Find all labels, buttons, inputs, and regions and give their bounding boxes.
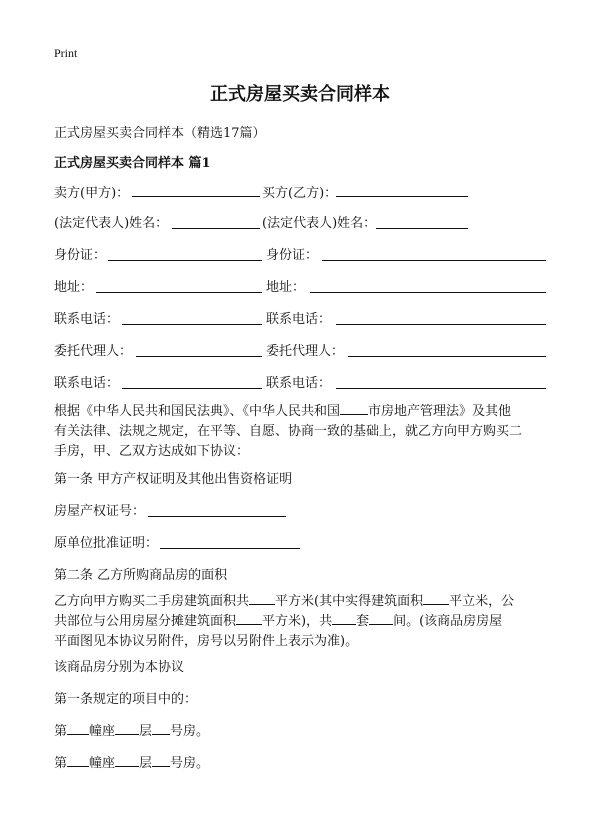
id-a-label: 身份证： <box>54 248 107 263</box>
floor-blank-2[interactable] <box>115 754 139 767</box>
preamble-line3: 手房，甲、乙双方达成如下协议： <box>54 444 250 459</box>
legal-rep-b-label: (法定代表人)姓名： <box>262 216 377 231</box>
phone2-b-field[interactable] <box>336 388 546 389</box>
room-blank-1[interactable] <box>152 722 170 735</box>
approval-label: 原单位批准证明： <box>54 536 159 551</box>
approval-field[interactable] <box>160 548 300 549</box>
buyer-field[interactable] <box>336 196 468 197</box>
floorplan-text: 平面图见本协议另附件，房号以另附件上表示为准)。 <box>54 634 359 649</box>
area-text-3: 平立米，公 <box>449 594 515 609</box>
document-title: 正式房屋买卖合同样本 <box>210 84 390 105</box>
rooms-blank[interactable] <box>369 612 393 625</box>
shared-area-blank[interactable] <box>236 612 262 625</box>
id-b-field[interactable] <box>322 260 546 261</box>
share-text-4: 间。(该商品房房屋 <box>393 614 503 629</box>
legal-rep-a-label: (法定代表人)姓名： <box>54 216 169 231</box>
addr-b-label: 地址： <box>266 280 306 295</box>
share-text-1: 共部位与公用房屋分摊建筑面积 <box>54 614 237 629</box>
area-text-1: 乙方向甲方购买二手房建筑面积共 <box>54 594 250 609</box>
seller-label: 卖方(甲方)： <box>54 186 130 201</box>
addr-b-field[interactable] <box>310 292 546 293</box>
room-blank-2[interactable] <box>152 754 170 767</box>
article1-heading: 第一条 甲方产权证明及其他出售资格证明 <box>54 472 293 487</box>
total-area-blank[interactable] <box>249 592 275 605</box>
preamble-line1b: 市房地产管理法》及其他 <box>368 404 512 419</box>
cert-label: 房屋产权证号： <box>54 504 146 519</box>
seller-field[interactable] <box>132 196 260 197</box>
building-blank-2[interactable] <box>67 754 89 767</box>
id-b-label: 身份证： <box>266 248 319 263</box>
document-subtitle: 正式房屋买卖合同样本（精选17篇） <box>54 126 266 141</box>
agent-a-label: 委托代理人： <box>54 344 133 359</box>
id-a-field[interactable] <box>108 260 262 261</box>
phone-b-field[interactable] <box>336 324 546 325</box>
agent-b-label: 委托代理人： <box>266 344 345 359</box>
actual-area-blank[interactable] <box>423 592 449 605</box>
phone-a-label: 联系电话： <box>54 312 120 327</box>
legal-rep-a-field[interactable] <box>172 228 260 229</box>
article2-paragraph <box>54 592 548 652</box>
unit-line-1: 第 幢座 层 号房。 <box>54 724 210 739</box>
agent-b-field[interactable] <box>348 356 546 357</box>
cert-field[interactable] <box>148 516 286 517</box>
city-blank[interactable] <box>340 402 368 415</box>
unit-line-2: 第 幢座 层 号房。 <box>54 756 210 771</box>
preamble-paragraph <box>54 402 548 462</box>
items-intro: 第一条规定的项目中的： <box>54 692 198 707</box>
share-text-2: 平方米)，共 <box>262 614 333 629</box>
article2-heading: 第二条 乙方所购商品房的面积 <box>54 568 228 583</box>
property-note: 该商品房分别为本协议 <box>54 660 185 675</box>
print-link[interactable]: Print <box>54 46 78 60</box>
phone2-b-label: 联系电话： <box>266 376 332 391</box>
floor-blank-1[interactable] <box>115 722 139 735</box>
addr-a-label: 地址： <box>54 280 94 295</box>
preamble-line1a: 根据《中华人民共和国民法典》、《中华人民共和国 <box>54 404 341 419</box>
addr-a-field[interactable] <box>96 292 262 293</box>
phone2-a-field[interactable] <box>122 388 262 389</box>
legal-rep-b-field[interactable] <box>376 228 468 229</box>
section-heading: 正式房屋买卖合同样本 篇1 <box>54 156 211 171</box>
share-text-3: 套 <box>356 614 370 629</box>
phone-a-field[interactable] <box>122 324 262 325</box>
phone2-a-label: 联系电话： <box>54 376 120 391</box>
phone-b-label: 联系电话： <box>266 312 332 327</box>
building-blank-1[interactable] <box>67 722 89 735</box>
sets-blank[interactable] <box>332 612 356 625</box>
preamble-line2: 有关法律、法规之规定，在平等、自愿、协商一致的基础上，就乙方向甲方购买二 <box>54 424 523 439</box>
area-text-2: 平方米(其中实得建筑面积 <box>275 594 424 609</box>
buyer-label: 买方(乙方)： <box>262 186 338 201</box>
agent-a-field[interactable] <box>136 356 262 357</box>
